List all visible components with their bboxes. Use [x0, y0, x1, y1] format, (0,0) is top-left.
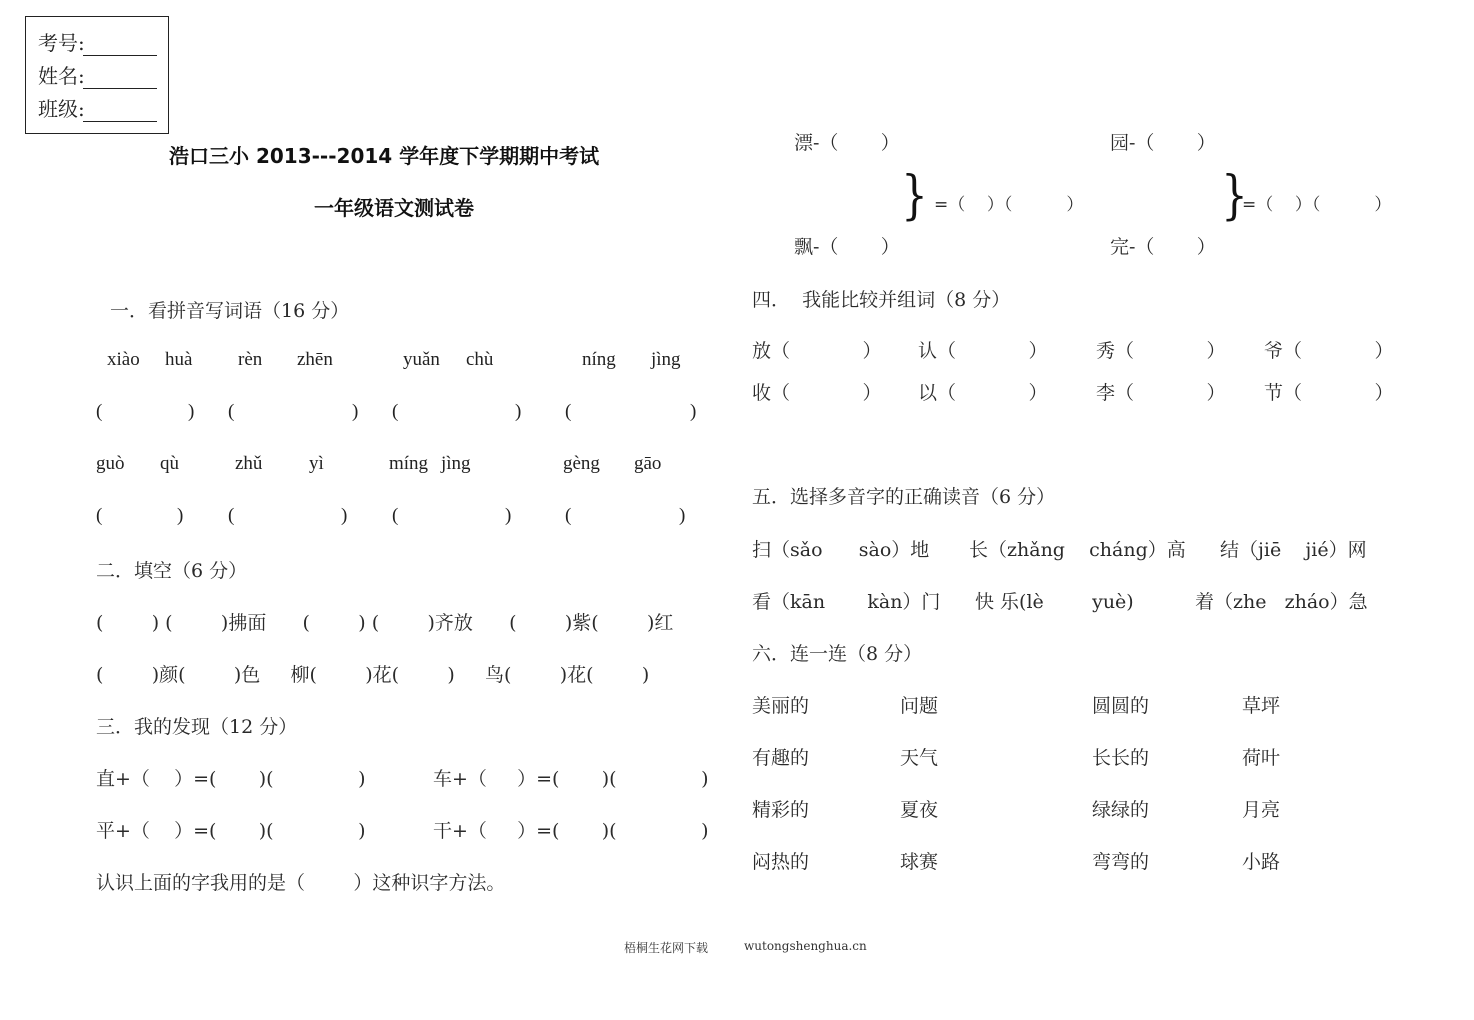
section5-heading: 五．选择多音字的正确读音（6 分） — [752, 486, 1056, 508]
match-item[interactable]: 圆圆的 — [1092, 695, 1150, 717]
answer-close: ) — [679, 505, 686, 526]
compare-item[interactable]: 爷（ ） — [1264, 340, 1394, 362]
name-row — [38, 60, 157, 89]
answer-close: ) — [690, 401, 697, 422]
compare-item[interactable]: 认（ ） — [918, 340, 1048, 362]
base-char: 干 — [433, 820, 453, 842]
answer-close: ) — [177, 505, 184, 526]
exam-number-field[interactable] — [83, 37, 157, 56]
answer-blank[interactable] — [236, 400, 348, 424]
pinyin: xiào — [107, 349, 140, 370]
match-item[interactable]: 美丽的 — [752, 695, 810, 717]
base-char: 车 — [433, 768, 453, 790]
footer-site-name: 梧桐生花网下载 — [624, 941, 709, 955]
char-piao-bottom[interactable]: 飘-（ ） — [794, 236, 900, 258]
section3-item[interactable] — [433, 764, 709, 791]
answer-blank[interactable] — [400, 400, 512, 424]
answer-close: ) — [352, 401, 359, 422]
pinyin: huà — [165, 349, 193, 370]
answer-open: ( — [96, 401, 103, 422]
class-row — [38, 93, 157, 122]
exam-number-label: 考号: — [38, 31, 85, 55]
page-subtitle: 一年级语文测试卷 — [314, 196, 474, 220]
answer-close: ) — [505, 505, 512, 526]
class-field[interactable] — [83, 103, 157, 122]
pinyin: jìng — [651, 349, 681, 370]
brace-icon: } — [901, 166, 928, 226]
polyphone-item[interactable]: 扫（sǎo sào）地 — [752, 539, 930, 561]
name-field[interactable] — [83, 70, 157, 89]
compare-item[interactable]: 以（ ） — [918, 382, 1048, 404]
char-yuan-top[interactable]: 园-（ ） — [1110, 132, 1216, 154]
answer-open: ( — [392, 505, 399, 526]
match-item[interactable]: 荷叶 — [1242, 747, 1281, 769]
answer-open: ( — [565, 401, 572, 422]
pinyin: zhǔ — [235, 453, 263, 474]
char-wan-bottom[interactable]: 完-（ ） — [1110, 236, 1216, 258]
match-item[interactable]: 精彩的 — [752, 799, 810, 821]
base-char: 平 — [96, 820, 116, 842]
pinyin: guò — [96, 453, 125, 474]
exam-number-row — [38, 27, 157, 56]
combine-result-left[interactable]: =（ ）（ ） — [934, 195, 1084, 215]
pinyin: gèng — [563, 453, 600, 474]
pinyin: míng — [389, 453, 429, 474]
match-item[interactable]: 球赛 — [900, 851, 939, 873]
answer-open: ( — [96, 505, 103, 526]
polyphone-item[interactable]: 着（zhe zháo）急 — [1195, 591, 1368, 613]
answer-close: ) — [515, 401, 522, 422]
compare-item[interactable]: 收（ ） — [752, 382, 882, 404]
answer-open: ( — [228, 401, 235, 422]
pinyin: zhēn — [297, 349, 333, 370]
match-item[interactable]: 问题 — [900, 695, 939, 717]
polyphone-item[interactable]: 结（jiē jié）网 — [1220, 539, 1367, 561]
match-item[interactable]: 小路 — [1242, 851, 1281, 873]
compare-item[interactable]: 放（ ） — [752, 340, 882, 362]
section2-heading: 二．填空（6 分） — [96, 560, 248, 582]
polyphone-item[interactable]: 看（kān kàn）门 — [752, 591, 941, 613]
answer-open: ( — [565, 505, 572, 526]
section3-item[interactable] — [96, 764, 366, 791]
pinyin: níng — [582, 349, 616, 370]
match-item[interactable]: 有趣的 — [752, 747, 810, 769]
match-item[interactable]: 月亮 — [1242, 799, 1281, 821]
footer-url[interactable]: wutongshenghua.cn — [744, 939, 867, 953]
compare-item[interactable]: 秀（ ） — [1096, 340, 1226, 362]
base-char: 直 — [96, 768, 116, 790]
compare-item[interactable]: 李（ ） — [1096, 382, 1226, 404]
match-item[interactable]: 草坪 — [1242, 695, 1281, 717]
answer-close: ) — [341, 505, 348, 526]
equation-blanks: +（ ）=( )( ) — [452, 820, 709, 842]
section1-heading: 一．看拼音写词语（16 分） — [110, 300, 350, 322]
match-item[interactable]: 夏夜 — [900, 799, 939, 821]
brace-icon: } — [1221, 166, 1248, 226]
name-label: 姓名: — [38, 64, 85, 88]
page-title: 浩口三小 2013---2014 学年度下学期期中考试 — [169, 144, 600, 168]
equation-blanks: +（ ）=( )( ) — [115, 768, 366, 790]
equation-blanks: +（ ）=( )( ) — [115, 820, 366, 842]
section3-heading: 三．我的发现（12 分） — [96, 716, 298, 738]
match-item[interactable]: 弯弯的 — [1092, 851, 1150, 873]
section4-heading: 四． 我能比较并组词（8 分） — [752, 289, 1011, 311]
section2-line2[interactable]: ( )颜( )色 柳( )花( ) 鸟( )花( ) — [96, 664, 650, 686]
polyphone-item[interactable]: 快 乐(lè yuè) — [975, 591, 1134, 613]
answer-blank[interactable] — [236, 504, 336, 528]
char-piao-top[interactable]: 漂-（ ） — [794, 132, 900, 154]
answer-blank[interactable] — [573, 400, 685, 424]
answer-blank[interactable] — [400, 504, 500, 528]
compare-item[interactable]: 节（ ） — [1264, 382, 1394, 404]
student-info-box — [25, 16, 169, 134]
answer-blank[interactable] — [104, 400, 186, 424]
pinyin: qù — [160, 453, 179, 474]
section2-line1[interactable]: ( ) ( )拂面 ( ) ( )齐放 ( )紫( )红 — [96, 612, 674, 634]
pinyin: yì — [309, 453, 324, 474]
equation-blanks: +（ ）=( )( ) — [452, 768, 709, 790]
section6-heading: 六．连一连（8 分） — [752, 643, 923, 665]
polyphone-item[interactable]: 长（zhǎng cháng）高 — [969, 539, 1186, 561]
section3-question[interactable]: 认识上面的字我用的是（ ）这种识字方法。 — [96, 872, 506, 894]
combine-result-right[interactable]: =（ ）（ ） — [1242, 195, 1392, 215]
match-item[interactable]: 闷热的 — [752, 851, 810, 873]
pinyin: jìng — [441, 453, 471, 474]
match-item[interactable]: 长长的 — [1092, 747, 1150, 769]
section3-item[interactable] — [433, 816, 709, 843]
answer-blank[interactable] — [104, 504, 174, 528]
match-item[interactable]: 绿绿的 — [1092, 799, 1150, 821]
pinyin: rèn — [238, 349, 263, 370]
class-label: 班级: — [38, 97, 85, 121]
answer-blank[interactable] — [573, 504, 673, 528]
answer-close: ) — [188, 401, 195, 422]
pinyin: yuǎn — [403, 349, 440, 370]
answer-open: ( — [228, 505, 235, 526]
answer-open: ( — [392, 401, 399, 422]
section3-item[interactable] — [96, 816, 366, 843]
match-item[interactable]: 天气 — [900, 747, 939, 769]
pinyin: chù — [466, 349, 494, 370]
pinyin: gāo — [634, 453, 662, 474]
